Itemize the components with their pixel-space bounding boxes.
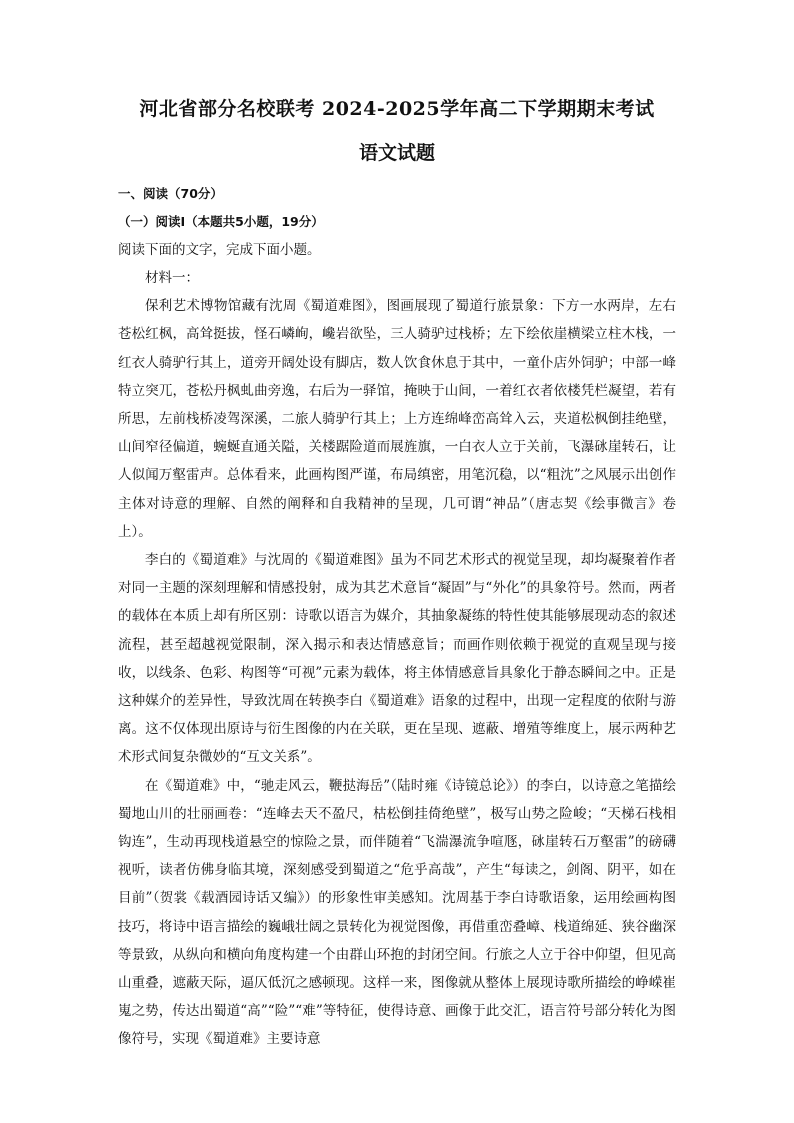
document-title: 河北省部分名校联考 2024-2025学年高二下学期期末考试 [139,98,655,120]
section-heading: 一、阅读（70分） [118,186,223,201]
paragraph-1: 保利艺术博物馆藏有沈周《蜀道难图》，图画展现了蜀道行旅景象：下方一水两岸，左右苍松红枫，高耸挺拔，怪石嶙峋，巉岩欲坠，三人骑驴过栈桥；左下绘依崖横梁立柱木栈，一红衣人骑驴行其上，道旁开阔处设有脚店，数人饮食休息于其中，一童仆店外饲驴；中部一峰特立突兀，苍松丹枫虬曲旁逸，右后为一驿馆，掩映于山间，一着红衣者依楼凭栏凝望，若有所思，左前栈桥凌驾深溪，二旅人骑驴行其上；上方连绵峰峦高耸入云，夹道松枫倒挂绝壁，山间窄径偏道，蜿蜒直通关隘，关楼踞险道而展旌旗，一白衣人立于关前，飞瀑砯崖转石，让人似闻万壑雷声。总体看来，此画构图严谨，布局缜密，用笔沉稳，以“粗沈”之风展示出创作主体对诗意的理解、自然的阐释和自我精神的呈现，几可谓“神品”（唐志契《绘事微言》卷上）。 [118,298,676,540]
document-subtitle: 语文试题 [358,142,435,164]
material-label: 材料一： [145,270,199,286]
paragraph-3: 在《蜀道难》中，“驰走风云，鞭挞海岳”（陆时雍《诗镜总论》）的李白，以诗意之笔描绘蜀地山川的壮丽画卷：“连峰去天不盈尺，枯松倒挂倚绝壁”，极写山势之险峻；“天梯石栈相钩连”，生动再现栈道悬空的惊险之景，而伴随着“飞湍瀑流争喧豗，砯崖转石万壑雷”的磅礴视听，读者仿佛身临其境，深刻感受到蜀道之“危乎高哉”，产生“每读之，剑阁、阴平，如在目前”（贺裳《载酒园诗话又编》）的形象性审美感知。沈周基于李白诗歌语象，运用绘画构图技巧，将诗中语言描绘的巍峨壮阔之景转化为视觉图像，再借重峦叠嶂、栈道绵延、狭谷幽深等景致，从纵向和横向角度构建一个由群山环抱的封闭空间。行旅之人立于谷中仰望，但见高山重叠，遮蔽天际，逼仄低沉之感顿现。这样一来，图像就从整体上展现诗歌所描绘的峥嵘崔嵬之势，传达出蜀道“高”“险”“难”等特征，使得诗意、画像于此交汇，语言符号部分转化为图像符号，实现《蜀道难》主要诗意 [118,777,676,1048]
subsection-heading: （一）阅读Ⅰ（本题共5小题，19分） [118,214,324,229]
instruction-text: 阅读下面的文字，完成下面小题。 [118,242,321,258]
paragraph-2: 李白的《蜀道难》与沈周的《蜀道难图》虽为不同艺术形式的视觉呈现，却均凝聚着作者对同一主题的深刻理解和情感投射，成为其艺术意旨“凝固”与“外化”的具象符号。然而，两者的载体在本质上却有所区别：诗歌以语言为媒介，其抽象凝练的特性使其能够展现动态的叙述流程，甚至超越视觉限制，深入揭示和表达情感意旨；而画作则依赖于视觉的直观呈现与接收，以线条、色彩、构图等“可视”元素为载体，将主体情感意旨具象化于静态瞬间之中。正是这种媒介的差异性，导致沈周在转换李白《蜀道难》语象的过程中，出现一定程度的依附与游离。这不仅体现出原诗与衍生图像的内在关联，更在呈现、遮蔽、增殖等维度上，展示两种艺术形式间复杂微妙的“互文关系”。 [118,552,676,766]
